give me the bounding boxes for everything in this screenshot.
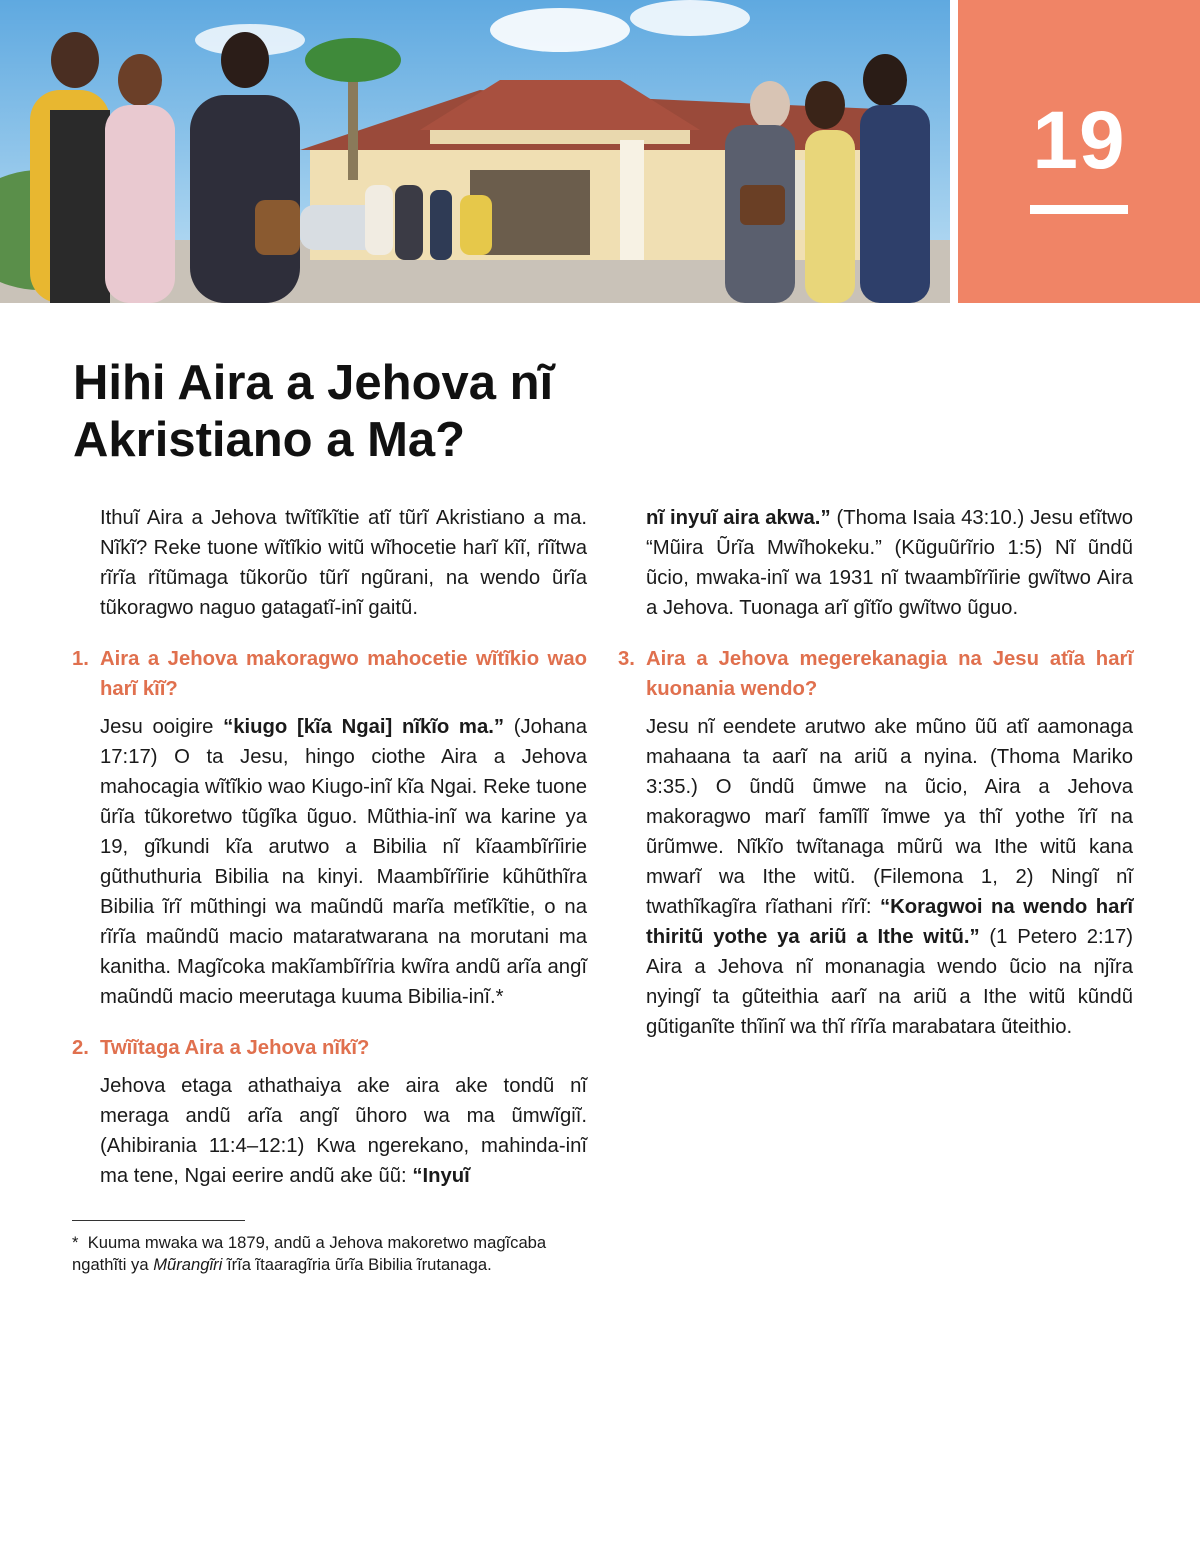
answer-2-bold-start: “Inyuĩ bbox=[412, 1165, 470, 1187]
question-2 bbox=[72, 1033, 587, 1063]
footnote-divider bbox=[72, 1220, 245, 1221]
footnote-italic: Mũrangĩri bbox=[153, 1255, 223, 1274]
answer-2-before: Jehova etaga athathaiya ake aira ake tondũ nĩ meraga andũ arĩa angĩ ũhoro wa ma ũmwĩgiĩ. (Ahibirania 11:4–12:1) Kwa ngerekano, mahinda-inĩ ma tene, Ngai eerire andũ ake ũũ: bbox=[100, 1075, 587, 1187]
answer-2-paragraph-part1 bbox=[72, 1071, 587, 1191]
right-column bbox=[618, 503, 1133, 1042]
answer-3-after: (1 Petero 2:17) Aira a Jehova nĩ monanagia wendo ũcio na njĩra nyingĩ ta gũteithia aarĩ na ariũ a Ithe witũ kũndũ gũtiganĩte thĩinĩ wa thĩ rĩrĩa marabatara ũteithio. bbox=[646, 926, 1133, 1038]
question-1 bbox=[72, 644, 587, 704]
footnote-after: ĩrĩa ĩtaaragĩria ũrĩa Bibilia ĩrutanaga. bbox=[222, 1255, 492, 1274]
question-3 bbox=[618, 644, 1133, 704]
footnote-before: Kuuma mwaka wa 1879, andũ a Jehova makoretwo magĩcaba ngathĩti ya bbox=[72, 1233, 547, 1274]
question-2-number: 2. bbox=[72, 1037, 89, 1059]
answer-1-paragraph bbox=[72, 712, 587, 1012]
footnote bbox=[72, 1232, 587, 1276]
left-column bbox=[72, 503, 587, 1191]
question-2-text: Twĩĩtaga Aira a Jehova nĩkĩ? bbox=[100, 1037, 370, 1059]
intro-paragraph: Ithuĩ Aira a Jehova twĩtĩkĩtie atĩ tũrĩ Akristiano a ma. Nĩkĩ? Reke tuone wĩtĩkio witũ wĩhocetie harĩ kĩĩ, rĩĩtwa rĩrĩa rĩtũmaga tũkorũo tũrĩ ngũrani, na wendo ũrĩa tũkoragwo naguo gatagatĩ-inĩ gaitũ. bbox=[100, 507, 587, 619]
question-3-number: 3. bbox=[618, 648, 635, 670]
footnote-marker: * bbox=[72, 1233, 79, 1252]
page-title: Hihi Aira a Jehova nĩ Akristiano a Ma? bbox=[73, 356, 554, 467]
answer-2-bold-rest: nĩ inyuĩ aira akwa.” bbox=[646, 507, 831, 529]
answer-3-bold: “Koragwoi na wendo harĩ thiritũ yothe ya ariũ a Ithe witũ.” bbox=[646, 896, 1133, 948]
question-1-text: Aira a Jehova makoragwo mahocetie wĩtĩkio wao harĩ kĩĩ? bbox=[100, 648, 587, 700]
answer-3-before: Jesu nĩ eendete arutwo ake mũno ũũ atĩ aamonaga mahaana ta aarĩ na ariũ a nyina. (Thoma Mariko 3:35.) O ũndũ ũmwe na ũcio, Aira a Jehova makoragwo marĩ famĩlĩ ĩmwe ya thĩ yothe ĩrĩ na ũrũmwe. Nĩkĩo twĩtanaga mũrũ wa Ithe witũ kana mwarĩ wa Ithe witũ. (Filemona 1, 2) Ningĩ nĩ twathĩkagĩra rĩathani rĩrĩ: bbox=[646, 716, 1133, 918]
answer-3-paragraph bbox=[618, 712, 1133, 1042]
answer-1-bold: “kiugo [kĩa Ngai] nĩkĩo ma.” bbox=[223, 716, 505, 738]
chapter-badge bbox=[958, 0, 1200, 303]
question-1-number: 1. bbox=[72, 648, 89, 670]
answer-2-paragraph-part2 bbox=[618, 503, 1133, 623]
photo-illustration bbox=[0, 0, 950, 303]
chapter-underline bbox=[1030, 205, 1128, 214]
question-3-text: Aira a Jehova megerekanagia na Jesu atĩa harĩ kuonania wendo? bbox=[646, 648, 1133, 700]
answer-1-after: (Johana 17:17) O ta Jesu, hingo ciothe Aira a Jehova mahocagia wĩtĩkio wao Kiugo-inĩ kĩa Ngai. Reke tuone ũrĩa tũkoretwo tũgĩka ũguo. Mũthia-inĩ wa karine ya 19, gĩkundi kĩa arutwo a Bibilia nĩ kĩaambĩrĩirie gũthuthuria Bibilia na kinyi. Maambĩrĩirie kũhũthĩra Bibilia ĩrĩ mũthingi wa maũndũ marĩa metĩkĩtie, o na rĩrĩa maũndũ macio mataratwarana na morutani ma kanitha. Magĩcoka makĩambĩrĩria kwĩra andũ arĩa angĩ maũndũ macio meerutaga kuuma Bibilia-inĩ.* bbox=[100, 716, 587, 1008]
answer-2-after: (Thoma Isaia 43:10.) Jesu etĩtwo “Mũira Ũrĩa Mwĩhokeku.” (Kũguũrĩrio 1:5) Nĩ ũndũ ũcio, mwaka-inĩ wa 1931 nĩ twaambĩrĩirie gwĩtwo Aira a Jehova. Tuonaga arĩ gĩtĩo gwĩtwo ũguo. bbox=[646, 507, 1133, 619]
answer-1-before: Jesu ooigire bbox=[100, 716, 224, 738]
hero-photo bbox=[0, 0, 950, 303]
chapter-number: 19 bbox=[1032, 95, 1126, 186]
